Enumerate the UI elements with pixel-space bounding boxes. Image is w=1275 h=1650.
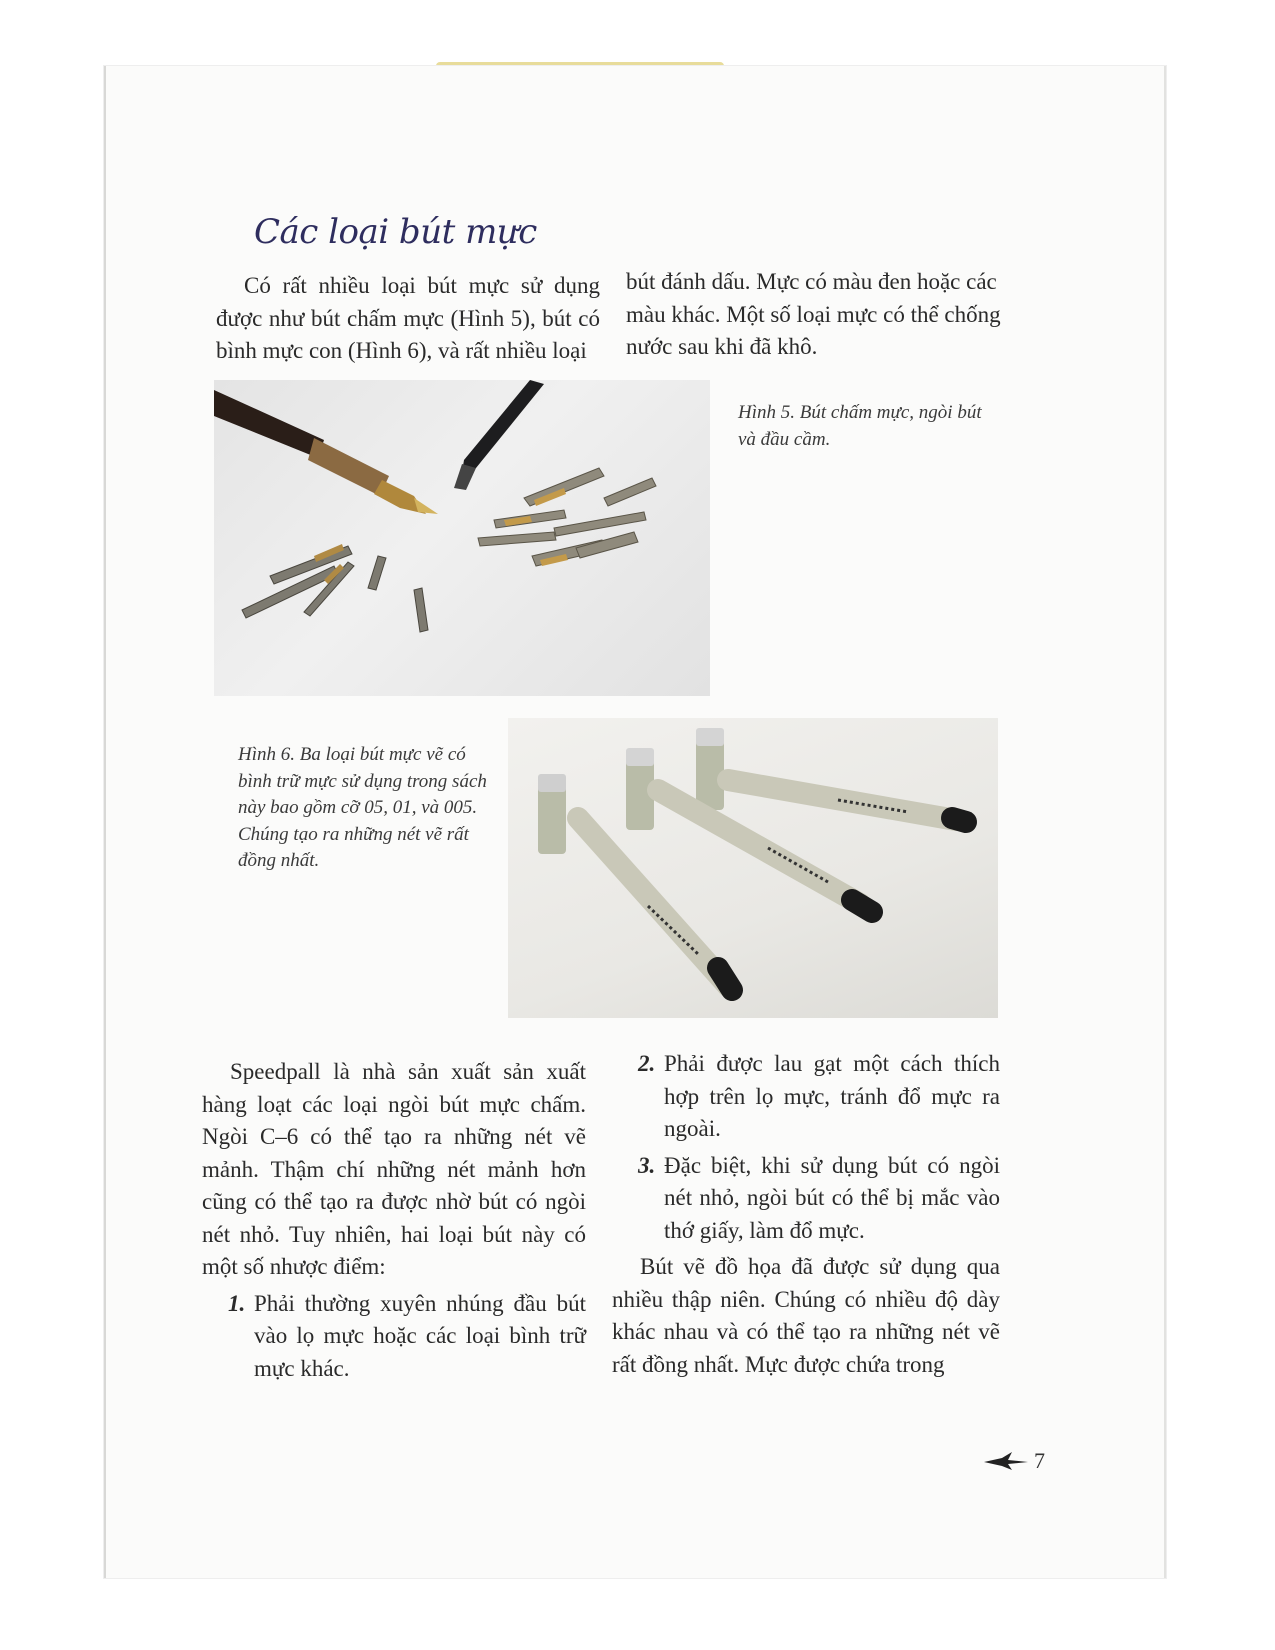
figure-6-caption: Hình 6. Ba loại bút mực vẽ có bình trữ mực sử dụng trong sách này bao gồm cỡ 05, 01, và 005. Chúng tạo ra những nét vẽ rất đồng nhất.: [238, 744, 487, 871]
lower-left-paragraph: Speedpall là nhà sản xuất sản xuất hàng loạt các loại ngòi bút mực chấm. Ngòi C–6 có thể tạo ra những nét vẽ mảnh. Thậm chí những nét mảnh hơn cũng có thể tạo ra được nhờ bút có ngòi nét nhỏ. Tuy nhiên, hai loại bút này có một số nhược điểm:: [202, 1059, 586, 1279]
pen-ornament-icon: [982, 1450, 1030, 1472]
list-item-1: [228, 1288, 586, 1386]
technical-pens-illustration: [508, 718, 998, 1018]
list-number-2: 2.: [638, 1051, 656, 1076]
page-number: 7: [1034, 1448, 1045, 1473]
list-text-2: Phải được lau gạt một cách thích hợp trên lọ mực, tránh đổ mực ra ngoài.: [664, 1051, 1000, 1141]
lower-right-column: [612, 1048, 1000, 1381]
list-text-1: Phải thường xuyên nhúng đầu bút vào lọ mực hoặc các loại bình trữ mực khác.: [254, 1290, 586, 1381]
page-number-block: [982, 1448, 1045, 1474]
intro-paragraph-2: bút đánh dấu. Mực có màu đen hoặc các màu khác. Một số loại mực có thể chống nước sau khi đã khô.: [626, 269, 1001, 359]
list-item-3: [638, 1150, 1000, 1248]
list-number-1: 1.: [228, 1290, 246, 1316]
figure-6-photo: [508, 718, 998, 1018]
page-title: Các loại bút mực: [254, 212, 537, 252]
figure-5-photo: [214, 380, 710, 696]
lower-right-paragraph: Bút vẽ đồ họa đã được sử dụng qua nhiều thập niên. Chúng có nhiều độ dày khác nhau và có thể tạo ra những nét vẽ rất đồng nhất. Mực được chứa trong: [612, 1254, 1000, 1377]
lower-left-column: [202, 1056, 586, 1385]
figure-5-caption: Hình 5. Bút chấm mực, ngòi bút và đầu cầm.: [738, 402, 982, 450]
dip-pens-illustration: [214, 380, 710, 696]
list-item-2: [638, 1048, 1000, 1146]
list-text-3: Đặc biệt, khi sử dụng bút có ngòi nét nhỏ, ngòi bút có thể bị mắc vào thớ giấy, làm đổ mực.: [664, 1152, 1000, 1243]
intro-column-2: [626, 266, 1004, 364]
intro-column-1: [216, 270, 600, 368]
intro-paragraph-1: Có rất nhiều loại bút mực sử dụng được như bút chấm mực (Hình 5), bút có bình mực con (Hình 6), và rất nhiều loại: [216, 273, 600, 363]
list-number-3: 3.: [638, 1152, 656, 1178]
